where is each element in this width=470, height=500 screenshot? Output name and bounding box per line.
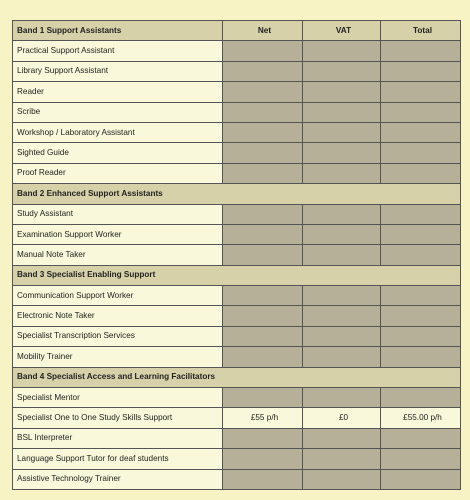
total-cell[interactable]: [381, 469, 461, 489]
row-label: Communication Support Worker: [13, 286, 223, 306]
table-row: [13, 204, 461, 224]
total-cell[interactable]: [381, 61, 461, 81]
net-cell[interactable]: [223, 449, 303, 469]
row-label: Library Support Assistant: [13, 61, 223, 81]
total-cell[interactable]: [381, 41, 461, 61]
table-row: [13, 143, 461, 163]
vat-cell[interactable]: [303, 61, 381, 81]
net-cell[interactable]: [223, 469, 303, 489]
row-label: Workshop / Laboratory Assistant: [13, 122, 223, 142]
net-cell[interactable]: [223, 102, 303, 122]
vat-cell[interactable]: [303, 286, 381, 306]
total-cell[interactable]: [381, 102, 461, 122]
table-row: [13, 347, 461, 367]
table-row: [13, 82, 461, 102]
vat-cell[interactable]: [303, 326, 381, 346]
vat-cell[interactable]: [303, 245, 381, 265]
vat-cell[interactable]: [303, 102, 381, 122]
table-row: [13, 388, 461, 408]
row-label: Mobility Trainer: [13, 347, 223, 367]
table-row: [13, 428, 461, 448]
table-row: [13, 102, 461, 122]
row-label: Electronic Note Taker: [13, 306, 223, 326]
total-cell[interactable]: [381, 449, 461, 469]
net-column-header: Net: [223, 21, 303, 41]
vat-cell[interactable]: [303, 143, 381, 163]
row-label: Language Support Tutor for deaf students: [13, 449, 223, 469]
vat-cell[interactable]: £0: [303, 408, 381, 428]
table-row: [13, 61, 461, 81]
total-cell[interactable]: [381, 224, 461, 244]
total-column-header: Total: [381, 21, 461, 41]
band-1-heading: Band 1 Support Assistants: [13, 21, 223, 41]
total-cell[interactable]: [381, 122, 461, 142]
row-label: Scribe: [13, 102, 223, 122]
net-cell[interactable]: [223, 204, 303, 224]
row-label: Specialist Transcription Services: [13, 326, 223, 346]
vat-cell[interactable]: [303, 224, 381, 244]
row-label: Manual Note Taker: [13, 245, 223, 265]
vat-cell[interactable]: [303, 163, 381, 183]
net-cell[interactable]: [223, 245, 303, 265]
total-cell[interactable]: [381, 428, 461, 448]
support-costs-table: [12, 20, 461, 490]
total-cell[interactable]: [381, 347, 461, 367]
net-cell[interactable]: [223, 224, 303, 244]
vat-cell[interactable]: [303, 449, 381, 469]
net-cell[interactable]: [223, 143, 303, 163]
net-cell[interactable]: [223, 82, 303, 102]
row-label: Specialist Mentor: [13, 388, 223, 408]
vat-cell[interactable]: [303, 82, 381, 102]
table-row: [13, 163, 461, 183]
table-row: [13, 306, 461, 326]
band-heading-row: [13, 184, 461, 204]
total-cell[interactable]: [381, 143, 461, 163]
vat-cell[interactable]: [303, 347, 381, 367]
row-label: Practical Support Assistant: [13, 41, 223, 61]
vat-cell[interactable]: [303, 306, 381, 326]
table-row: [13, 41, 461, 61]
vat-cell[interactable]: [303, 428, 381, 448]
table-row: [13, 449, 461, 469]
table-row: [13, 122, 461, 142]
vat-column-header: VAT: [303, 21, 381, 41]
row-label: Reader: [13, 82, 223, 102]
net-cell[interactable]: [223, 326, 303, 346]
total-cell[interactable]: [381, 204, 461, 224]
total-cell[interactable]: [381, 286, 461, 306]
net-cell[interactable]: [223, 388, 303, 408]
net-cell[interactable]: [223, 286, 303, 306]
vat-cell[interactable]: [303, 41, 381, 61]
vat-cell[interactable]: [303, 469, 381, 489]
band-4-heading: Band 4 Specialist Access and Learning Facilitators: [13, 367, 461, 387]
row-label: Study Assistant: [13, 204, 223, 224]
table-row: [13, 245, 461, 265]
table-row: [13, 286, 461, 306]
vat-cell[interactable]: [303, 122, 381, 142]
total-cell[interactable]: [381, 245, 461, 265]
net-cell[interactable]: [223, 61, 303, 81]
net-cell[interactable]: [223, 41, 303, 61]
total-cell[interactable]: [381, 388, 461, 408]
net-cell[interactable]: [223, 122, 303, 142]
row-label: BSL Interpreter: [13, 428, 223, 448]
vat-cell[interactable]: [303, 204, 381, 224]
band-heading-row: [13, 367, 461, 387]
vat-cell[interactable]: [303, 388, 381, 408]
net-cell[interactable]: [223, 428, 303, 448]
net-cell[interactable]: [223, 306, 303, 326]
total-cell[interactable]: [381, 306, 461, 326]
header-row: [13, 21, 461, 41]
band-heading-row: [13, 265, 461, 285]
row-label: Specialist One to One Study Skills Support: [13, 408, 223, 428]
table-row: [13, 408, 461, 428]
table-row: [13, 326, 461, 346]
total-cell[interactable]: £55.00 p/h: [381, 408, 461, 428]
net-cell[interactable]: [223, 347, 303, 367]
total-cell[interactable]: [381, 326, 461, 346]
row-label: Examination Support Worker: [13, 224, 223, 244]
band-2-heading: Band 2 Enhanced Support Assistants: [13, 184, 461, 204]
table-row: [13, 224, 461, 244]
row-label: Assistive Technology Trainer: [13, 469, 223, 489]
net-cell[interactable]: £55 p/h: [223, 408, 303, 428]
table-row: [13, 469, 461, 489]
total-cell[interactable]: [381, 163, 461, 183]
total-cell[interactable]: [381, 82, 461, 102]
row-label: Sighted Guide: [13, 143, 223, 163]
net-cell[interactable]: [223, 163, 303, 183]
band-3-heading: Band 3 Specialist Enabling Support: [13, 265, 461, 285]
row-label: Proof Reader: [13, 163, 223, 183]
